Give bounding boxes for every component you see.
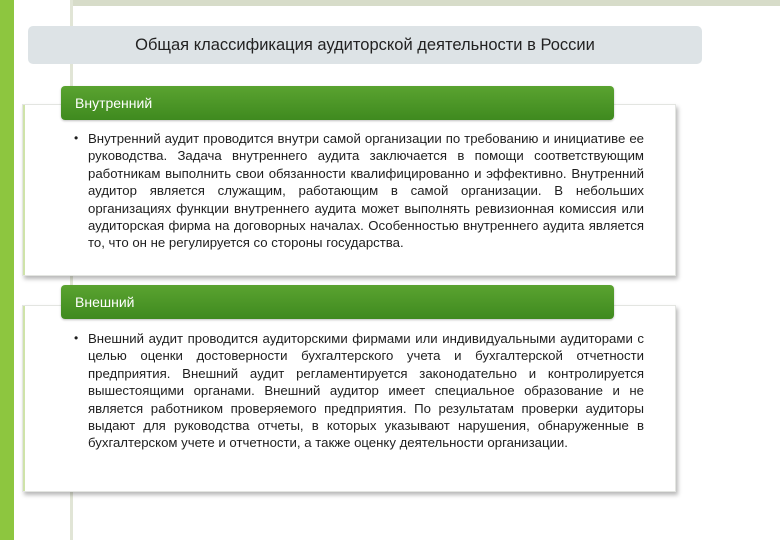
slide-title [28, 26, 702, 64]
bullet-icon: • [74, 331, 79, 345]
external-audit-header-label: Внешний [75, 294, 135, 310]
internal-audit-header [61, 86, 614, 120]
left-accent-strip [0, 0, 14, 540]
external-audit-item [74, 330, 644, 452]
external-audit-text: Внешний аудит проводится аудиторскими фирмами или индивидуальными аудиторами с целью оценки достоверности бухгалтерского учета и бухгалтерской отчетности предприятия. Внешний аудит регламентируется законодательно и контролируется вышестоящими органами. Внешний аудитор имеет специальное образование и не является работником проверяемого предприятия. По результатам проверки аудиторы выдают для руководства отчеты, в которых указывают нарушения, обнаруженные в бухгалтерском учете и отчетности, а также оценку деятельности организации. [88, 331, 644, 451]
top-decor-bar [70, 0, 780, 6]
card-edge-accent [23, 105, 25, 275]
internal-audit-text: Внутренний аудит проводится внутри самой организации по требованию и инициативе ее руководства. Задача внутреннего аудита заключается в помощи соответствующим работникам выполнить свои обязанности квалифицированно и эффективно. Внутренний аудитор является служащим, работающим в самой организации. В небольших организациях функции внутреннего аудита может выполнять ревизионная комиссия или аудиторская фирма на договорных началах. Особенностью внутреннего аудита является то, что он не регулируется со стороны государства. [88, 131, 644, 251]
bullet-icon: • [74, 131, 79, 145]
internal-audit-header-label: Внутренний [75, 95, 153, 111]
external-audit-header [61, 285, 614, 319]
internal-audit-item [74, 130, 644, 252]
card-edge-accent [23, 306, 25, 491]
slide-title-text: Общая классификация аудиторской деятельности в России [135, 35, 595, 54]
